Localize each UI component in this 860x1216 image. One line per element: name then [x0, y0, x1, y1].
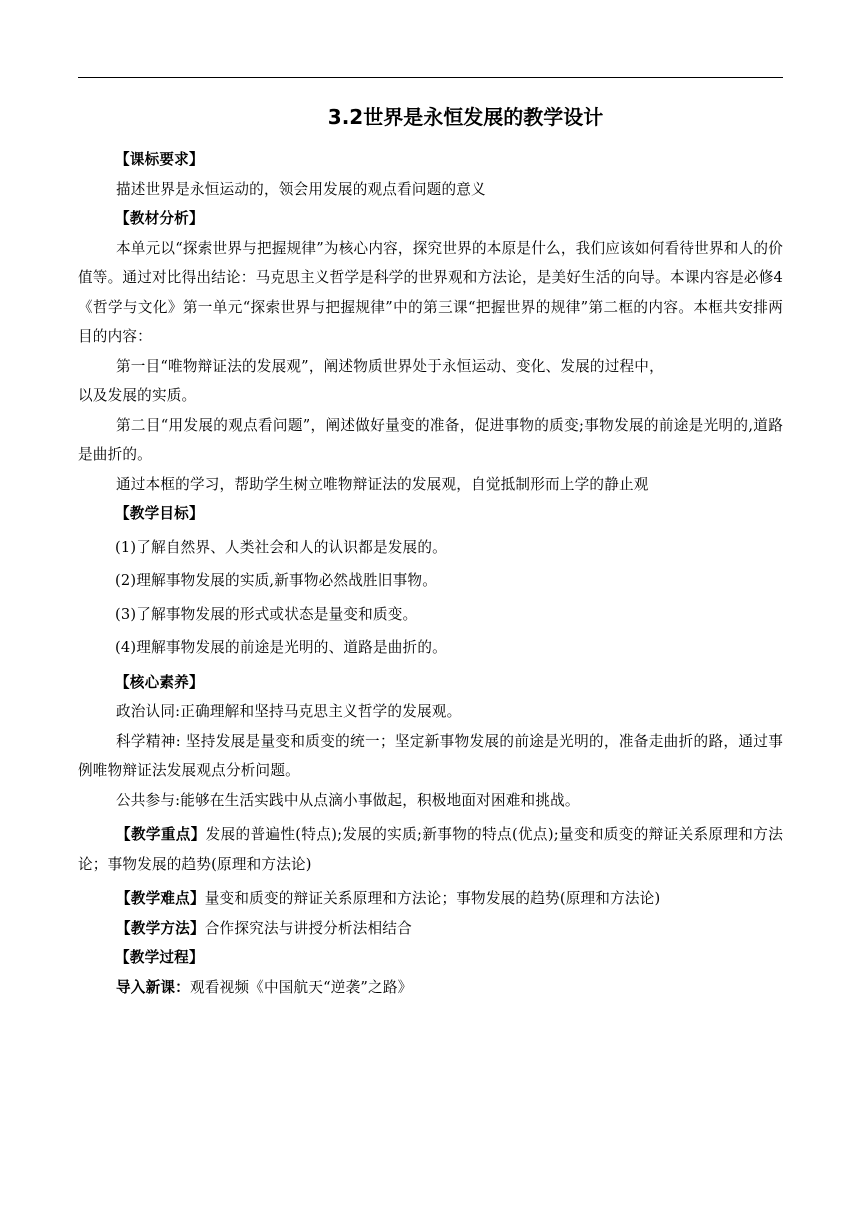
suyang-public: 公共参与:能够在生活实践中从点滴小事做起，积极地面对困难和挑战。 [116, 791, 580, 809]
header-rule [78, 77, 783, 78]
fangfa-paragraph [78, 914, 783, 944]
nandian-paragraph [78, 884, 783, 914]
section-heading-kebiao: 【课标要求】 [115, 151, 204, 168]
jiaocai-paragraph-1: 本单元以“探索世界与把握规律”为核心内容，探究世界的本原是什么，我们应该如何看待世界和人的价值等。通过对比得出结论：马克思主义哲学是科学的世界观和方法论，是美好生活的向导。本课内容是必修4《哲学与文化》第一单元“探索世界与把握规律”中的第三课“把握世界的规律”第二框的内容。本框共安排两目的内容： [78, 239, 783, 345]
section-heading-fangfa: 【教学方法】 [116, 919, 205, 937]
objective-item-4: (4)理解事物发展的前途是光明的、道路是曲折的。 [115, 639, 447, 656]
objective-item-1: (1)了解自然界、人类社会和人的认识都是发展的。 [115, 538, 447, 556]
section-heading-jiaocai: 【教材分析】 [115, 210, 204, 227]
section-heading-mubiao: 【教学目标】 [115, 505, 204, 522]
jiaocai-paragraph-2-line-2: 以及发展的实质。 [78, 387, 197, 404]
objective-item-2: (2)理解事物发展的实质,新事物必然战胜旧事物。 [115, 572, 437, 589]
section-heading-zhongdian: 【教学重点】 [116, 826, 206, 843]
document-body [78, 145, 783, 1002]
suyang-political: 政治认同:正确理解和坚持马克思主义哲学的发展观。 [116, 703, 462, 720]
intro-label: 导入新课： [116, 978, 190, 996]
objective-item-3: (3)了解事物发展的形式或状态是量变和质变。 [115, 605, 418, 623]
section-heading-guocheng: 【教学过程】 [115, 949, 204, 966]
fangfa-text: 合作探究法与讲授分析法相结合 [204, 919, 412, 937]
intro-text: 观看视频《中国航天“逆袭”之路》 [189, 978, 413, 996]
kebiao-text: 描述世界是永恒运动的，领会用发展的观点看问题的意义 [116, 180, 486, 198]
jiaocai-paragraph-2-line-1: 第一目“唯物辩证法的发展观”，阐述物质世界处于永恒运动、变化、发展的过程中， [116, 357, 664, 375]
intro-paragraph [78, 973, 783, 1003]
section-heading-nandian: 【教学难点】 [116, 890, 205, 907]
nandian-text: 量变和质变的辩证关系原理和方法论；事物发展的趋势(原理和方法论) [204, 890, 661, 907]
zhongdian-text: 发展的普遍性(特点);发展的实质;新事物的特点(优点);量变和质变的辩证关系原理和方法论；事物发展的趋势(原理和方法论) [78, 826, 783, 873]
zhongdian-paragraph [78, 820, 783, 879]
section-heading-suyang: 【核心素养】 [115, 673, 204, 691]
suyang-science: 科学精神: 坚持发展是量变和质变的统一；坚定新事物发展的前途是光明的，准备走曲折的路，通过事例唯物辩证法发展观点分析问题。 [78, 732, 783, 779]
document-title: 3.2世界是永恒发展的教学设计 [327, 105, 604, 129]
jiaocai-paragraph-4: 通过本框的学习，帮助学生树立唯物辩证法的发展观，自觉抵制形而上学的静止观 [116, 475, 649, 493]
jiaocai-paragraph-3: 第二目“用发展的观点看问题”，阐述做好量变的准备，促进事物的质变;事物发展的前途是光明的,道路是曲折的。 [78, 416, 783, 463]
